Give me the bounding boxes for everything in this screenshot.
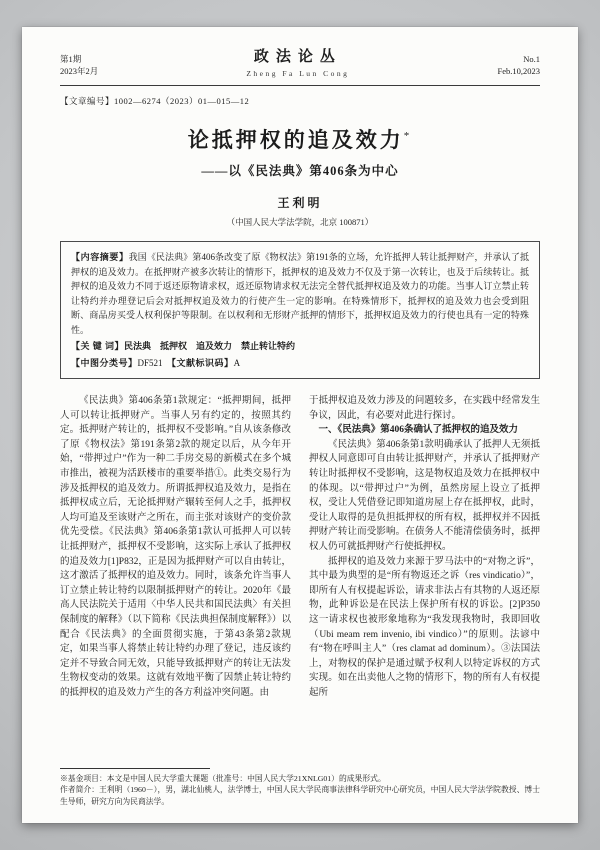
body-paragraph: 《民法典》第406条第1款规定：“抵押期间，抵押人可以转让抵押财产。当事人另有约定的，按照其约定。抵押财产转让的，抵押权不受影响。”自从该条修改了原《物权法》第191条第2款的规定以后，从今年开始，“带押过户”作为一种二手房交易的新模式在多个城市推出，被视为活跃楼市的重要举措①。此类交易行为涉及抵押权的追及效力。所谓抵押权追及效力，是指在抵押权成立后，无论抵押财产辗转至何人之手，抵押权人均可追及至该财产之所在，而主张对该财产的变价款优先受偿。《民法典》第406条第1款认可抵押人可以转让抵押财产，抵押权不受影响，这实际上承认了抵押权的追及效力[1]P832，正是因为抵押财产可以自由转让，这才激活了抵押权的追及效力。同时，该条允许当事人订立禁止转让特约以限制抵押财产的转让。2020年《最高人民法院关于适用〈中华人民共和国民法典〉有关担保制度的解释》（以下简称《民法典担保制度解释》）以配合《民法典》的全面贯彻实施，于第43条第2款规定，如果当事人将禁止转让特约办理了登记，违反该约定并不导致合同无效，只能导致抵押财产的转让无法发生物权变动的效果。这就有效地平衡了因禁止转让特约的抵押权的追及效力产生的各方利益冲突问题。由: [60, 396, 291, 698]
issue-info: [60, 53, 98, 77]
article-subtitle: ——以《民法典》第406条为中心: [201, 164, 399, 178]
footnote-area: [60, 768, 540, 808]
keywords-label: 【关 键 词】: [71, 341, 125, 351]
keywords-text: 民法典 抵押权 追及效力 禁止转让特约: [124, 341, 296, 351]
title-footnote-mark: *: [403, 130, 413, 142]
journal-page: [22, 27, 578, 823]
abstract-text: 我国《民法典》第406条改变了原《物权法》第191条的立场，允许抵押人转让抵押财产，并承认了抵押权的追及效力。在抵押财产被多次转让的情形下，抵押权的追及效力不仅及于第一次转让，也及于后续转让。抵押权的追及效力不同于返还原物请求权，返还原物请求权无法完全替代抵押权追及效力的功能。当事人订立禁止转让特约并办理登记后会对抵押权追及效力的行使产生一定的影响。在特殊情形下，抵押权的追及效力也会受到阻断、商品房买受人权利保护等限制。在以权利和无形财产抵押的情形下，抵押权追及效力的行使也具有一定的特殊性。: [71, 252, 529, 335]
abstract-paragraph: [71, 250, 529, 337]
body-paragraph: 于抵押权追及效力涉及的问题较多，在实践中经常发生争议，因此，有必要对此进行探讨。: [309, 396, 540, 421]
article-number: 【文章编号】1002—6274（2023）01—015—12: [60, 96, 250, 106]
keywords-row: [71, 339, 529, 354]
doc-code-label: 【文献标识码】: [171, 357, 234, 368]
header-divider: [60, 85, 540, 86]
journal-name-block: [246, 49, 349, 80]
footnote-author-bio: 作者简介：王利明（1960－），男，湖北仙桃人，法学博士，中国人民大学民商事法律科学研究中心研究员，中国人民大学法学院教授、博士生导师，研究方向为民商法学。: [60, 785, 540, 806]
footnote-divider: [60, 768, 210, 769]
journal-name-pinyin: Zheng Fa Lun Cong: [246, 69, 350, 78]
abstract-box: [60, 241, 540, 379]
doc-code-value: A: [233, 357, 241, 368]
article-title-text: 论抵押权的追及效力: [187, 128, 404, 152]
article-body: [60, 394, 540, 760]
footnote-funding: ※基金项目：本文是中国人民大学重大课题（批准号：中国人民大学21XNLG01）的成果形式。: [60, 773, 386, 783]
issue-number-en: No.1: [523, 53, 540, 64]
issue-number: 第1期: [60, 53, 82, 64]
clc-label: 【中图分类号】: [71, 357, 138, 368]
right-column: [309, 394, 540, 760]
clc-value: DF521: [137, 357, 163, 368]
issue-info-en: [497, 53, 540, 77]
section-heading: 一、《民法典》第406条确认了抵押权的追及效力: [318, 425, 519, 436]
left-column: [60, 394, 291, 760]
issue-date-en: Feb.10,2023: [497, 65, 540, 76]
article-title: [60, 123, 540, 153]
body-paragraph: 抵押权的追及效力来源于罗马法中的“对物之诉”，其中最为典型的是“所有物返还之诉（res vindicatio）”，即所有人有权提起诉讼，请求非法占有其物的人返还原物，此种诉讼是在民法上保护所有权的诉讼。[2]P350 这一请求权也被形象地称为“我发现我物时，我即回收（Ubi meam rem invenio, ibi vindico）”的原则。法谚中有“物在呼叫主人”（res clamat ad dominum）。③法国法上，对物权的保护是通过赋予权利人以特定诉权的方式实现。如在出卖他人之物的情形下，物的所有人有权提起所: [309, 556, 540, 698]
author-name: 王利明: [277, 196, 323, 210]
author-affiliation: （中国人民大学法学院，北京 100871）: [226, 217, 374, 227]
body-paragraph: 《民法典》第406条第1款明确承认了抵押人无须抵押权人同意即可自由转让抵押财产，并承认了抵押财产转让时抵押权不受影响，这是物权追及效力在抵押权中的体现。以“带押过户”为例，虽然房屋上设立了抵押权，受让人凭借登记即知道房屋上存在抵押权，此时，受让人取得的是负担抵押权的所有权，抵押权并不因抵押财产转让而受影响。在债务人不能清偿债务时，抵押权人仍可就抵押财产行使抵押权。: [309, 439, 540, 552]
journal-name-cn: 政法论丛: [253, 49, 342, 65]
issue-date-cn: 2023年2月: [60, 65, 99, 76]
abstract-label: 【内容摘要】: [71, 252, 129, 262]
classification-row: [71, 356, 529, 371]
journal-header: [60, 49, 540, 80]
